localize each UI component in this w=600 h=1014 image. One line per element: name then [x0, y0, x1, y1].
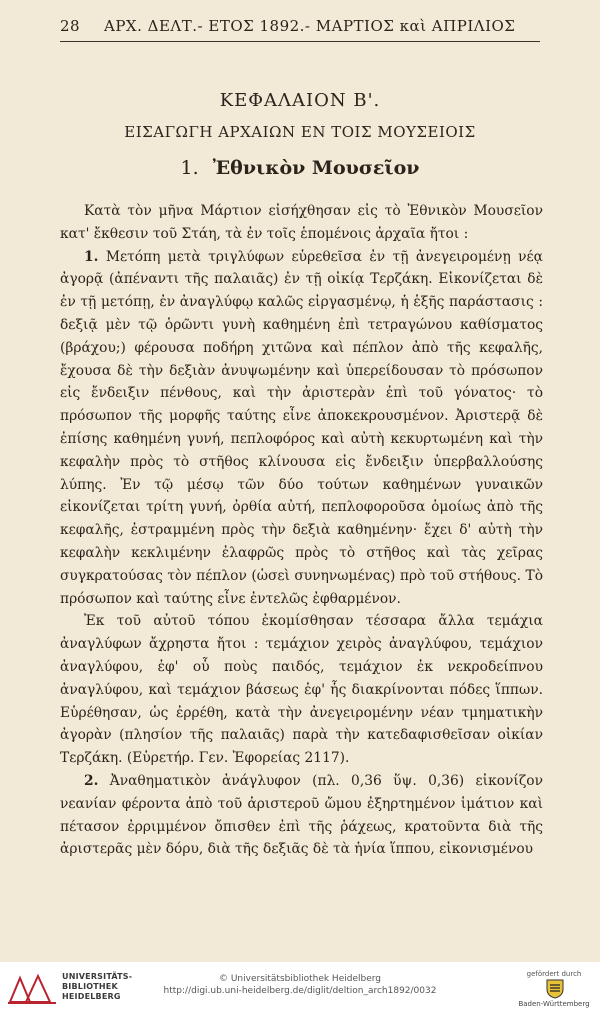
- intro-paragraph: Κατὰ τὸν μῆνα Μάρτιον εἰσήχθησαν εἰς τὸ Ἐθνικὸν Μουσεῖον κατ' ἔκθεσιν τοῦ Στάη, τὰ ἐν τοῖς ἑπομένοις ἀρχαῖα ἤτοι :: [60, 203, 543, 242]
- item-1-continuation: Ἐκ τοῦ αὐτοῦ τόπου ἐκομίσθησαν τέσσαρα ἄλλα τεμάχια ἀναγλύφων ἄχρηστα ἤτοι : τεμάχιον χειρὸς ἀναγλύφου, τεμάχιον ἀναγλύφου, ἐφ' οὗ ποὺς παιδός, τεμάχιον ἐκ νεκροδείπνου ἀναγλύφου, καὶ τεμάχιον βάσεως ἐφ' ἧς διακρίνονται πόδες ἵππων. Εὑρέθησαν, ὡς ἐρρέθη, κατὰ τὴν ἀνεγειρομένην νέαν τμηματικὴν ἀγορὰν (πλησίον τῆς παλαιᾶς) παρὰ τὴν κατεδαφισθεῖσαν οἰκίαν Τερζάκη. (Εὑρετήρ. Γεν. Ἐφορείας 2117).: [60, 613, 543, 767]
- running-title: ΑΡΧ. ΔΕΛΤ.- ΕΤΟΣ 1892.- ΜΑΡΤΙΟΣ καὶ ΑΠΡΙΛΙΟΣ: [104, 17, 516, 35]
- page-number: 28: [60, 17, 81, 35]
- source-url[interactable]: http://digi.ub.uni-heidelberg.de/diglit/deltion_arch1892/0032: [163, 986, 437, 996]
- library-name: UNIVERSITÄTS- BIBLIOTHEK HEIDELBERG: [62, 972, 133, 1001]
- item-2-number: 2.: [84, 772, 99, 789]
- chapter-subtitle: ΕΙΣΑΓΩΓΗ ΑΡΧΑΙΩΝ ΕΝ ΤΟΙΣ ΜΟΥΣΕΙΟΙΣ: [124, 123, 476, 141]
- running-header: [60, 17, 540, 43]
- section-name: Ἐθνικὸν Μουσεῖον: [212, 157, 420, 179]
- digitization-footer: [0, 962, 600, 1014]
- item-2-text: Ἀναθηματικὸν ἀνάγλυφον (πλ. 0,36 ὕψ. 0,36) εἰκονίζον νεανίαν φέροντα ἀπὸ τοῦ ἀριστεροῦ ὤμου ἐξηρτημένον ἱμάτιον καὶ πέτασον ἐρριμμένον ὄπισθεν ἐπὶ τῆς ῥάχεως, κρατοῦντα διὰ τῆς ἀριστερᾶς μὲν δόρυ, διὰ τῆς δεξιᾶς δὲ τὰ ἡνία ἵππου, εἰκονισμένου: [60, 772, 543, 858]
- funded-by-label: gefördert durch: [526, 970, 582, 978]
- item-1-paragraph: [60, 246, 543, 611]
- item-2-paragraph: [60, 770, 543, 861]
- section-number: 1.: [180, 157, 199, 179]
- body-text: [60, 200, 543, 861]
- state-crest-icon: [546, 979, 564, 999]
- header-rule: [60, 41, 540, 42]
- copyright-notice: © Universitätsbibliothek Heidelberg: [218, 974, 381, 984]
- item-1-text: Μετόπη μετὰ τριγλύφων εὑρεθεῖσα ἐν τῇ ἀνεγειρομένῃ νέᾳ ἀγορᾷ (ἀπέναντι τῆς παλαιᾶς) ἐν τῇ οἰκίᾳ Τερζάκη. Εἰκονίζεται δὲ ἐν τῇ μετόπῃ, ἐν ἀναγλύφῳ καλῶς εἰργασμένῳ, ἡ ἑξῆς παράστασις : δεξιᾷ μὲν τῷ ὁρῶντι γυνὴ καθημένη ἐπὶ τετραγώνου καθίσματος (βράχου;) φέρουσα ποδήρη χιτῶνα καὶ πέπλον ἀπὸ τῆς κεφαλῆς, ἔχουσα δὲ τὴν δεξιὰν ἀνυψωμένην καὶ ὑπερείδουσαν τὸ πρόσωπον εἰς ἔνδειξιν πένθους, καὶ τὴν ἀριστερὰν ἐπὶ τοῦ γόνατος· τὸ πρόσωπον τῆς μορφῆς ταύτης εἶνε ἀποκεκρουσμένον. Ἀριστερᾷ δὲ ἐπίσης καθημένη γυνή, πεπλοφόρος καὶ αὐτὴ κεκυρτωμένη καὶ τὴν κεφαλὴν πρὸς τὸ στῆθος κλίνουσα εἰς ἔνδειξιν ὑπερβαλλούσης λύπης. Ἐν τῷ μέσῳ τῶν δύο τούτων καθημένων γυναικῶν εἰκονίζεται τρίτη γυνή, ὀρθία αὐτή, πεπλοφοροῦσα ὁμοίως ἀπὸ τῆς κεφαλῆς, ἐστραμμένη πρὸς τὴν δεξιὰ καθημένην· ἔχει δ' αὐτὴ τὴν κεφαλὴν κεκλιμένην ἐλαφρῶς πρὸς τὸ στῆθος καὶ τὰς χεῖρας συγκρατούσας τὸν πέπλον (ὡσεὶ συνηνωμένας) πρὸ τοῦ στήθους. Τὸ πρόσωπον καὶ ταύτης εἶνε ἐντελῶς ἐφθαρμένον.: [60, 248, 543, 607]
- section-title: [0, 157, 600, 179]
- funder-name: Baden-Württemberg: [518, 1000, 590, 1008]
- item-1-number: 1.: [84, 248, 99, 265]
- chapter-heading: ΚΕΦΑΛΑΙΟΝ Β'.: [219, 90, 381, 111]
